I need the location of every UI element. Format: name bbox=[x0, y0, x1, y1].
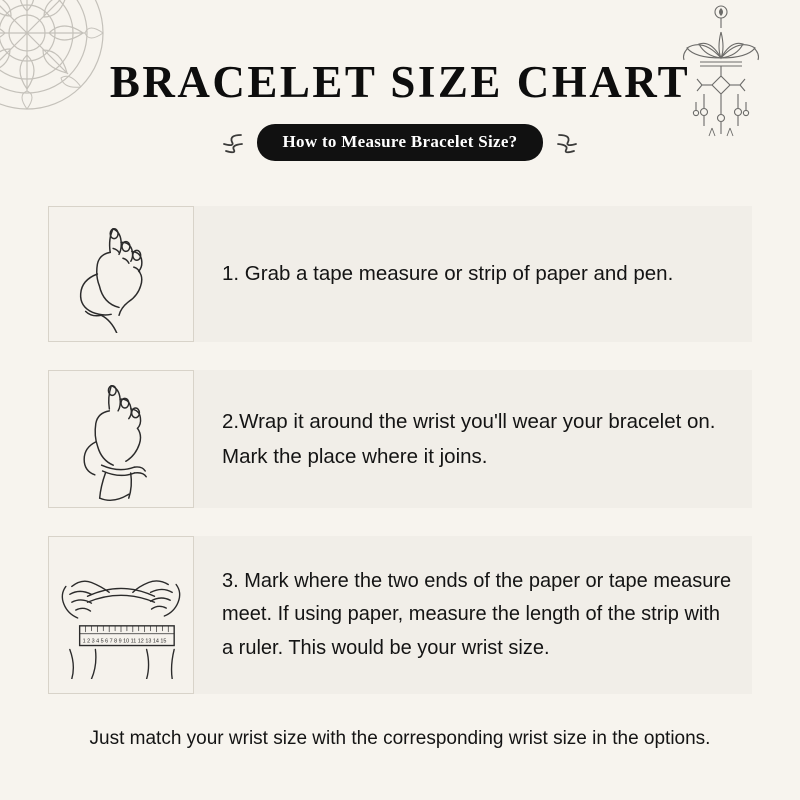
page-title: BRACELET SIZE CHART bbox=[109, 57, 691, 107]
step-1-thumbnail bbox=[48, 206, 194, 342]
step-1-text: 1. Grab a tape measure or strip of paper and pen. bbox=[222, 262, 674, 286]
swirl-ornament-right-icon bbox=[553, 130, 579, 156]
steps-list bbox=[48, 206, 752, 722]
list-item bbox=[48, 536, 752, 694]
swirl-ornament-left-icon bbox=[221, 130, 247, 156]
subtitle-badge: How to Measure Bracelet Size? bbox=[257, 124, 544, 161]
list-item bbox=[48, 206, 752, 342]
list-item bbox=[48, 370, 752, 508]
ruler-tick-labels: 1 2 3 4 5 6 7 8 9 10 11 12 13 14 15 bbox=[82, 638, 167, 645]
subtitle-row bbox=[0, 124, 800, 161]
step-3-text: 3. Mark where the two ends of the paper or tape measure meet. If using paper, measure the length of the strip with a ruler. This would be your wrist size. bbox=[222, 569, 732, 659]
step-3-thumbnail bbox=[48, 536, 194, 694]
hands-measuring-strip-with-ruler-illustration-icon bbox=[52, 551, 190, 679]
hand-fist-illustration-icon bbox=[62, 215, 180, 333]
step-2-thumbnail bbox=[48, 370, 194, 508]
hand-with-tape-around-wrist-illustration-icon bbox=[62, 376, 180, 502]
footer-note: Just match your wrist size with the corresponding wrist size in the options. bbox=[89, 728, 711, 749]
step-2-text: 2.Wrap it around the wrist you'll wear your bracelet on. Mark the place where it joins. bbox=[222, 409, 716, 468]
